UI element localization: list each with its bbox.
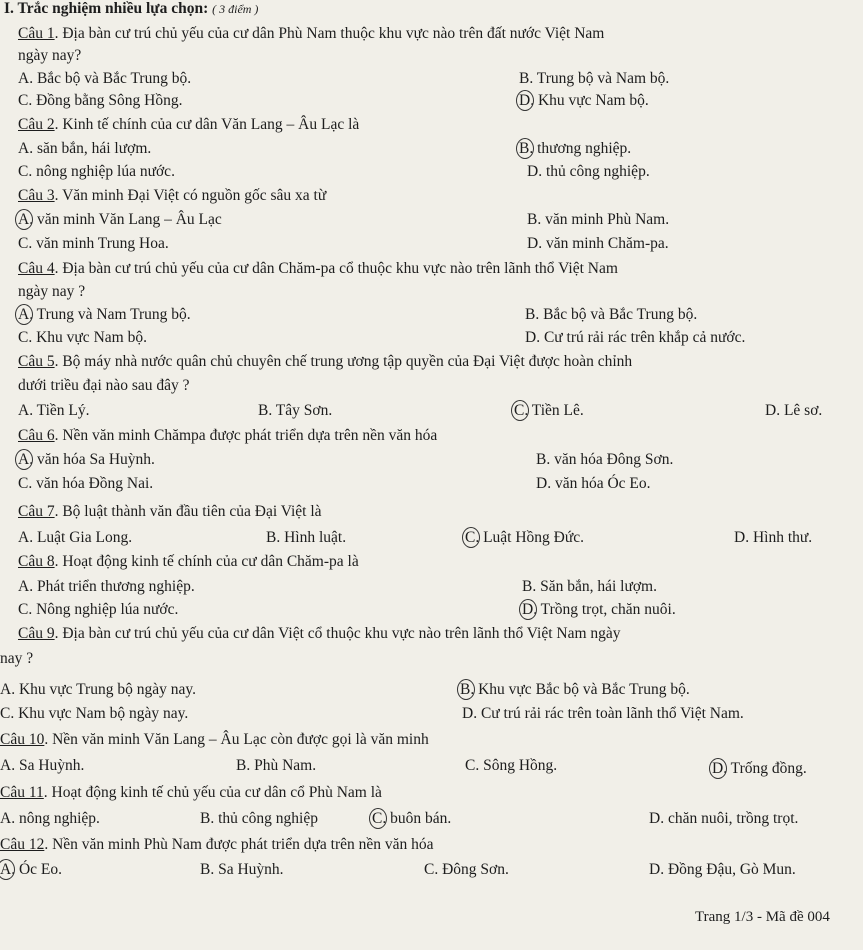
question-4 [18,260,618,278]
question-text: . Địa bàn cư trú chủ yếu của cư dân Việt cổ thuộc khu vực nào trên lãnh thổ Việt Nam ngày [54,625,621,642]
q11-option-b[interactable]: B. thủ công nghiệp [200,810,318,827]
page-footer: Trang 1/3 - Mã đề 004 [695,909,830,925]
q12-option-b[interactable]: B. Sa Huỳnh. [200,861,284,878]
question-label: Câu 10 [0,731,45,748]
question-label: Câu 3 [18,187,55,204]
q10-option-a[interactable]: A. Sa Huỳnh. [0,757,85,774]
q11-option-c[interactable]: C. buôn bán. [372,810,452,827]
question-7 [18,503,322,521]
section-title: I. Trắc nghiệm nhiều lựa chọn: [4,0,209,17]
q8-option-b[interactable]: B. Săn bắn, hái lượm. [522,578,657,595]
question-text: . Địa bàn cư trú chủ yếu của cư dân Chăm-pa cổ thuộc khu vực nào trên lãnh thổ Việt Nam [54,260,618,277]
question-4-cont: ngày nay ? [18,283,86,300]
q9-option-d[interactable]: D. Cư trú rải rác trên toàn lãnh thổ Việt Nam. [462,705,744,722]
q4-option-b[interactable]: B. Bắc bộ và Bắc Trung bộ. [525,306,698,323]
question-5 [18,353,632,371]
q4-option-d[interactable]: D. Cư trú rải rác trên khắp cả nước. [525,329,746,346]
q6-option-d[interactable]: D. văn hóa Óc Eo. [536,475,651,492]
q5-option-d[interactable]: D. Lê sơ. [765,402,823,419]
question-9-cont: nay ? [0,650,34,667]
question-8 [18,553,359,571]
q12-option-c[interactable]: C. Đông Sơn. [424,861,509,878]
question-9 [18,625,621,643]
question-2 [18,116,359,134]
question-text: . Nền văn minh Chămpa được phát triển dựa trên nền văn hóa [54,427,438,444]
question-text: . Kinh tế chính của cư dân Văn Lang – Âu Lạc là [54,116,360,133]
question-label: Câu 12 [0,836,45,853]
question-text: . Văn minh Đại Việt có nguồn gốc sâu xa từ [54,187,327,204]
question-label: Câu 9 [18,625,55,642]
q10-option-b[interactable]: B. Phù Nam. [236,757,317,774]
q2-option-a[interactable]: A. săn bắn, hái lượm. [18,140,152,157]
question-label: Câu 4 [18,260,55,277]
q8-option-c[interactable]: C. Nông nghiệp lúa nước. [18,601,179,618]
q5-option-b[interactable]: B. Tây Sơn. [258,402,333,419]
question-1 [18,25,604,43]
question-label: Câu 2 [18,116,55,133]
q3-option-b[interactable]: B. văn minh Phù Nam. [527,211,670,228]
q3-option-c[interactable]: C. văn minh Trung Hoa. [18,235,169,252]
question-label: Câu 11 [0,784,44,801]
question-12 [0,836,434,854]
section-points: ( 3 điểm ) [212,2,259,16]
section-heading [4,0,258,18]
question-10 [0,731,429,749]
q2-option-b[interactable]: B. thương nghiệp. [519,140,632,157]
q7-option-b[interactable]: B. Hình luật. [266,529,347,546]
q4-option-c[interactable]: C. Khu vực Nam bộ. [18,329,147,346]
q10-option-c[interactable]: C. Sông Hồng. [465,757,558,774]
q6-option-a[interactable]: A. văn hóa Sa Huỳnh. [18,451,155,468]
question-text: . Nền văn minh Văn Lang – Âu Lạc còn được gọi là văn minh [44,731,429,748]
question-3 [18,187,326,205]
q1-option-d[interactable]: D. Khu vực Nam bộ. [519,92,649,109]
q11-option-d[interactable]: D. chăn nuôi, trồng trọt. [649,810,799,827]
question-label: Câu 8 [18,553,55,570]
question-11 [0,784,382,802]
q6-option-b[interactable]: B. văn hóa Đông Sơn. [536,451,674,468]
q2-option-d[interactable]: D. thủ công nghiệp. [527,163,650,180]
question-5-cont: dưới triều đại nào sau đây ? [18,377,190,394]
question-label: Câu 1 [18,25,55,42]
question-text: . Bộ luật thành văn đầu tiên của Đại Việt là [54,503,322,520]
question-text: . Bộ máy nhà nước quân chủ chuyên chế trung ương tập quyền của Đại Việt được hoàn chỉnh [54,353,633,370]
question-text: . Hoạt động kinh tế chính của cư dân Chăm-pa là [54,553,359,570]
question-label: Câu 6 [18,427,55,444]
q5-option-a[interactable]: A. Tiền Lý. [18,402,90,419]
q1-option-a[interactable]: A. Bắc bộ và Bắc Trung bộ. [18,70,192,87]
q10-option-d[interactable]: D. Trống đồng. [712,760,807,777]
question-text: . Địa bàn cư trú chủ yếu của cư dân Phù Nam thuộc khu vực nào trên đất nước Việt Nam [54,25,605,42]
q3-option-d[interactable]: D. văn minh Chăm-pa. [527,235,669,252]
q4-option-a[interactable]: A. Trung và Nam Trung bộ. [18,306,191,323]
q12-option-d[interactable]: D. Đồng Đậu, Gò Mun. [649,861,796,878]
question-1-cont: ngày nay? [18,47,82,64]
question-text: . Hoạt động kinh tế chủ yếu của cư dân cổ Phù Nam là [43,784,382,801]
q7-option-c[interactable]: C. Luật Hồng Đức. [465,529,585,546]
q7-option-a[interactable]: A. Luật Gia Long. [18,529,133,546]
q6-option-c[interactable]: C. văn hóa Đồng Nai. [18,475,154,492]
q1-option-b[interactable]: B. Trung bộ và Nam bộ. [519,70,670,87]
q9-option-a[interactable]: A. Khu vực Trung bộ ngày nay. [0,681,196,698]
question-label: Câu 5 [18,353,55,370]
q3-option-a[interactable]: A. văn minh Văn Lang – Âu Lạc [18,211,222,228]
q11-option-a[interactable]: A. nông nghiệp. [0,810,100,827]
q9-option-c[interactable]: C. Khu vực Nam bộ ngày nay. [0,705,189,722]
q7-option-d[interactable]: D. Hình thư. [734,529,813,546]
question-text: . Nền văn minh Phù Nam được phát triển dựa trên nền văn hóa [44,836,434,853]
q8-option-a[interactable]: A. Phát triển thương nghiệp. [18,578,195,595]
q2-option-c[interactable]: C. nông nghiệp lúa nước. [18,163,175,180]
q5-option-c[interactable]: C. Tiền Lê. [514,402,584,419]
question-label: Câu 7 [18,503,55,520]
question-6 [18,427,437,445]
q1-option-c[interactable]: C. Đồng bằng Sông Hồng. [18,92,183,109]
q12-option-a[interactable]: A. Óc Eo. [0,861,62,878]
q9-option-b[interactable]: B. Khu vực Bắc bộ và Bắc Trung bộ. [460,681,690,698]
q8-option-d[interactable]: D. Trồng trọt, chăn nuôi. [522,601,676,618]
